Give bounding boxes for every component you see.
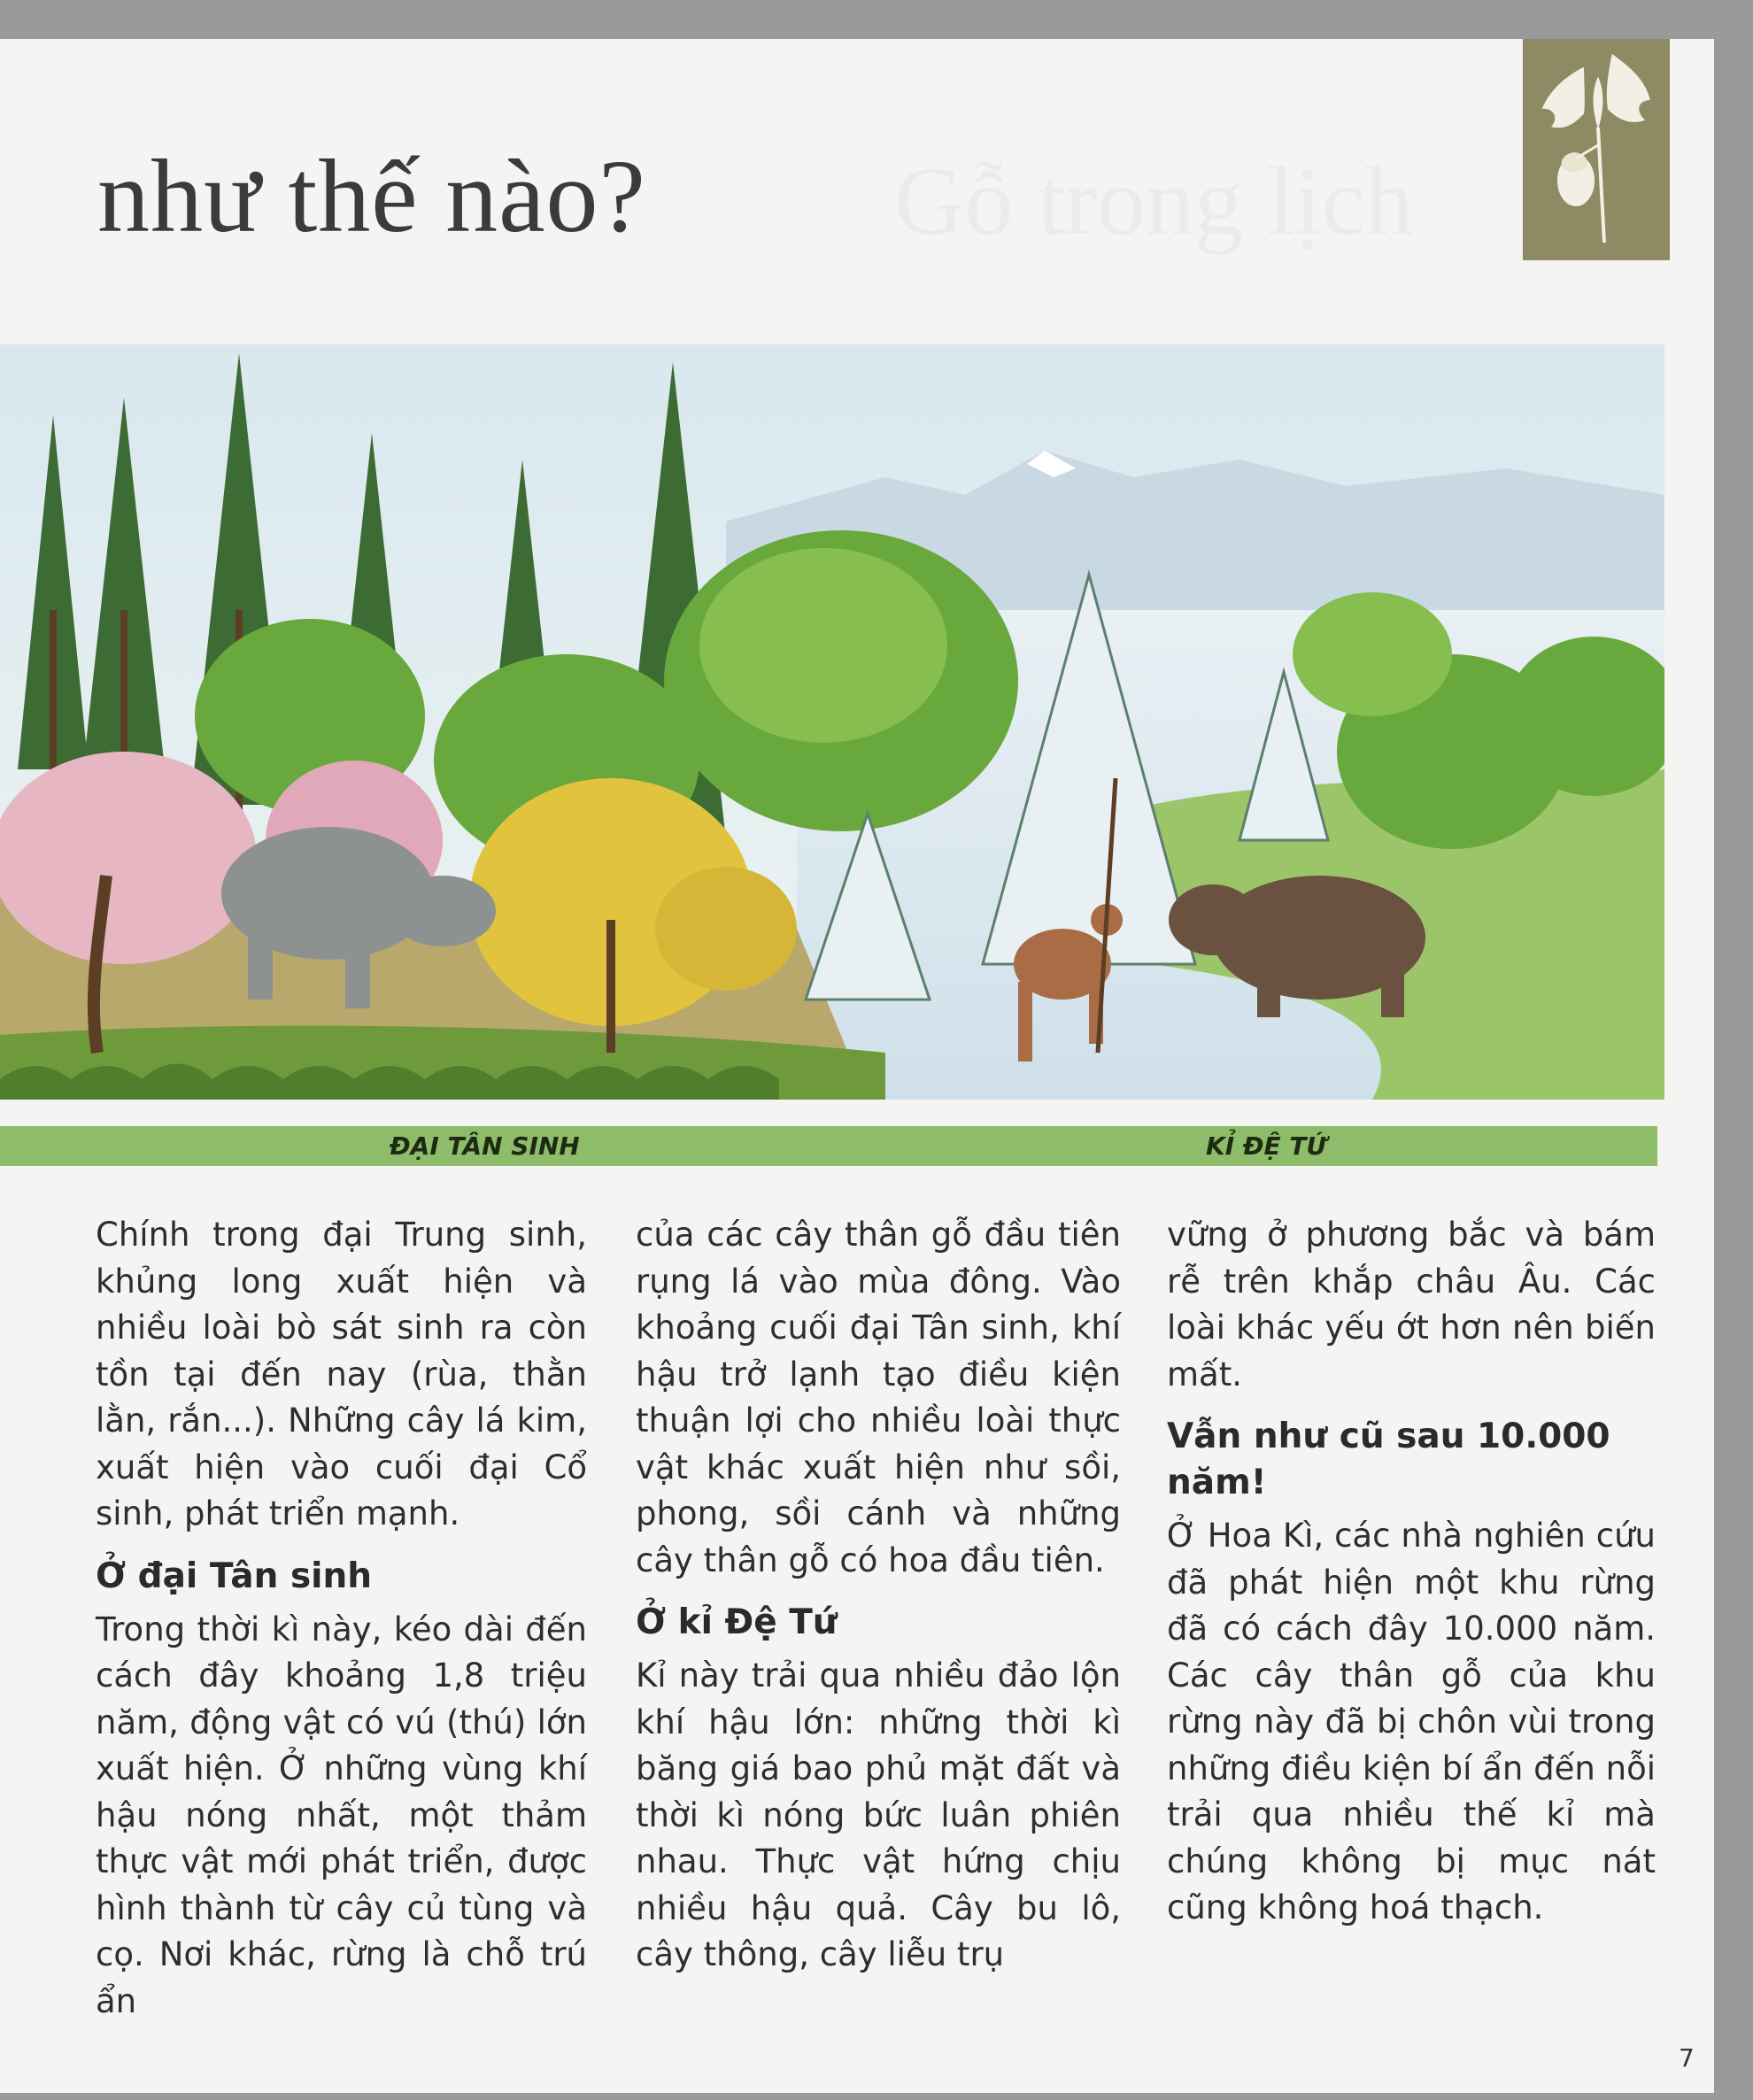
section-heading: Ở kỉ Đệ Tứ [636,1602,838,1642]
page-title: như thế nào? [97,138,646,254]
era-label-quaternary: KỈ ĐỆ TỨ [1206,1131,1327,1161]
ghost-title-watermark: Gỗ trong lịch [894,147,1414,255]
section-heading: Vẫn như cũ sau 10.000 năm! [1167,1417,1610,1502]
paragraph: Kỉ này trải qua nhiều đảo lộn khí hậu lớn: những thời kì băng giá bao phủ mặt đất và thời kì nóng bức luân phiên nhau. Thực vật hứng chịu nhiều hậu quả. Cây bu lô, cây thông, cây liễu trụ [636,1656,1121,1973]
paragraph: Chính trong đại Trung sinh, khủng long xuất hiện và nhiều loài bò sát sinh ra còn tồn tại đến nay (rùa, thằn lằn, rắn...). Những cây lá kim, xuất hiện vào cuối đại Cổ sinh, phát triển mạnh. [96,1216,587,1533]
paragraph: vững ở phương bắc và bám rễ trên khắp châu Âu. Các loài khác yếu ớt hơn nên biến mất. [1167,1216,1656,1394]
prehistoric-landscape-illustration [0,344,1664,1100]
paragraph: Ở Hoa Kì, các nhà nghiên cứu đã phát hiện một khu rừng đã có cách đây 10.000 năm. Các cây thân gỗ của khu rừng này đã bị chôn vùi trong những điều kiện bí ẩn đến nỗi trải qua nhiều thế kỉ mà chúng không bị mục nát cũng không hoá thạch. [1167,1517,1656,1926]
text-column-1 [96,1212,587,2041]
text-column-2 [636,1212,1121,1995]
book-page [0,39,1714,2093]
text-column-3 [1167,1212,1656,1948]
paragraph: Trong thời kì này, kéo dài đến cách đây khoảng 1,8 triệu năm, động vật có vú (thú) lớn xuất hiện. Ở những vùng khí hậu nóng nhất, một thảm thực vật mới phát triển, được hình thành từ cây củ tùng và cọ. Nơi khác, rừng là chỗ trú ẩn [96,1610,587,2020]
era-label-cenozoic: ĐẠI TÂN SINH [390,1131,580,1161]
era-label-band [0,1126,1657,1166]
page-number: 7 [1679,2043,1695,2073]
paragraph: của các cây thân gỗ đầu tiên rụng lá vào mùa đông. Vào khoảng cuối đại Tân sinh, khí hậu trở lạnh tạo điều kiện thuận lợi cho nhiều loài thực vật khác xuất hiện như sồi, phong, sồi cánh và những cây thân gỗ có hoa đầu tiên. [636,1216,1121,1579]
section-heading: Ở đại Tân sinh [96,1556,373,1596]
oak-leaf-acorn-logo [1523,39,1670,260]
